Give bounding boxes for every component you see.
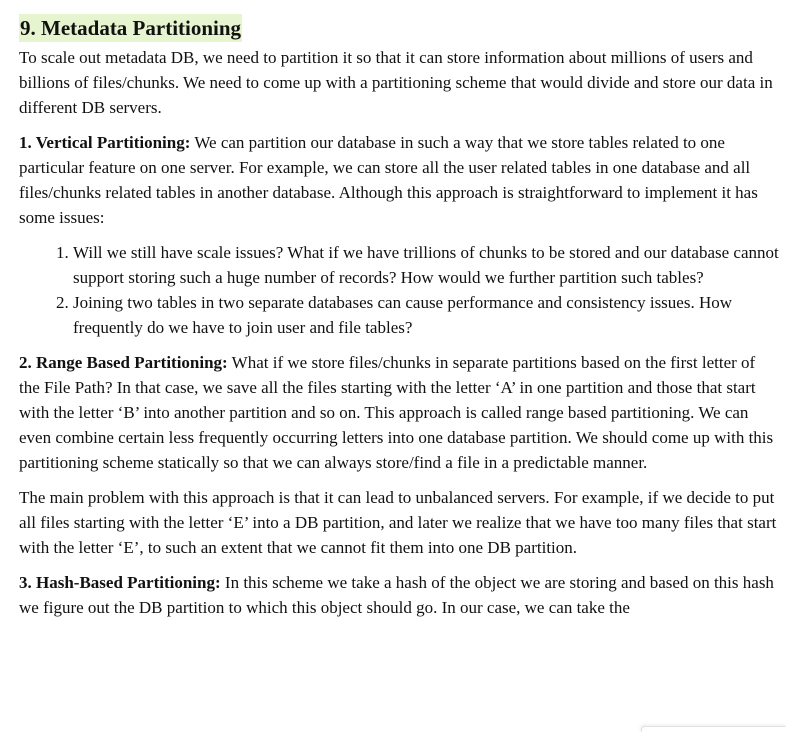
range-partitioning-text: What if we store files/chunks in separate partitions based on the first letter of the File Path? In that case, we save all the files starting with the letter ‘A’ in one partition and those that start with the letter ‘B’ into another partition and so on. This approach is called range based partitioning. We can even combine certain less frequently occurring letters into one database partition. We should come up with this partitioning scheme statically so that we can always store/find a file in a predictable manner. (19, 353, 774, 472)
section-title: 9. Metadata Partitioning (20, 16, 242, 40)
hash-partitioning-paragraph (19, 570, 779, 620)
list-item: 1. Will we still have scale issues? What if we have trillions of chunks to be stored and our database cannot support storing such a huge number of records? How would we further partition such tables? (73, 240, 779, 290)
vertical-partitioning-text: We can partition our database in such a way that we store tables related to one particular feature on one server. For example, we can store all the user related tables in one database and all files/chunks related tables in another database. Although this approach is straightforward to implement it has some issues: (19, 133, 758, 227)
hash-partitioning-heading: 3. Hash-Based Partitioning: (19, 573, 221, 592)
floating-panel-edge (641, 726, 786, 732)
range-partitioning-heading: 2. Range Based Partitioning: (19, 353, 228, 372)
vertical-issues-list (19, 240, 779, 340)
list-item: 2. Joining two tables in two separate databases can cause performance and consistency issues. How frequently do we have to join user and file tables? (73, 290, 779, 340)
range-problem-paragraph: The main problem with this approach is that it can lead to unbalanced servers. For example, if we decide to put all files starting with the letter ‘E’ into a DB partition, and later we realize that we have too many files that start with the letter ‘E’, to such an extent that we cannot fit them into one DB partition. (19, 488, 777, 557)
hash-partitioning-text: In this scheme we take a hash of the object we are storing and based on this hash we figure out the DB partition to which this object should go. In our case, we can take the (19, 573, 774, 617)
vertical-partitioning-heading: 1. Vertical Partitioning: (19, 133, 191, 152)
document-body (19, 14, 779, 630)
intro-paragraph: To scale out metadata DB, we need to partition it so that it can store information about millions of users and billions of files/chunks. We need to come up with a partitioning scheme that would divide and store our data in different DB servers. (19, 48, 773, 117)
vertical-partitioning-paragraph (19, 130, 779, 230)
range-partitioning-paragraph (19, 350, 779, 475)
